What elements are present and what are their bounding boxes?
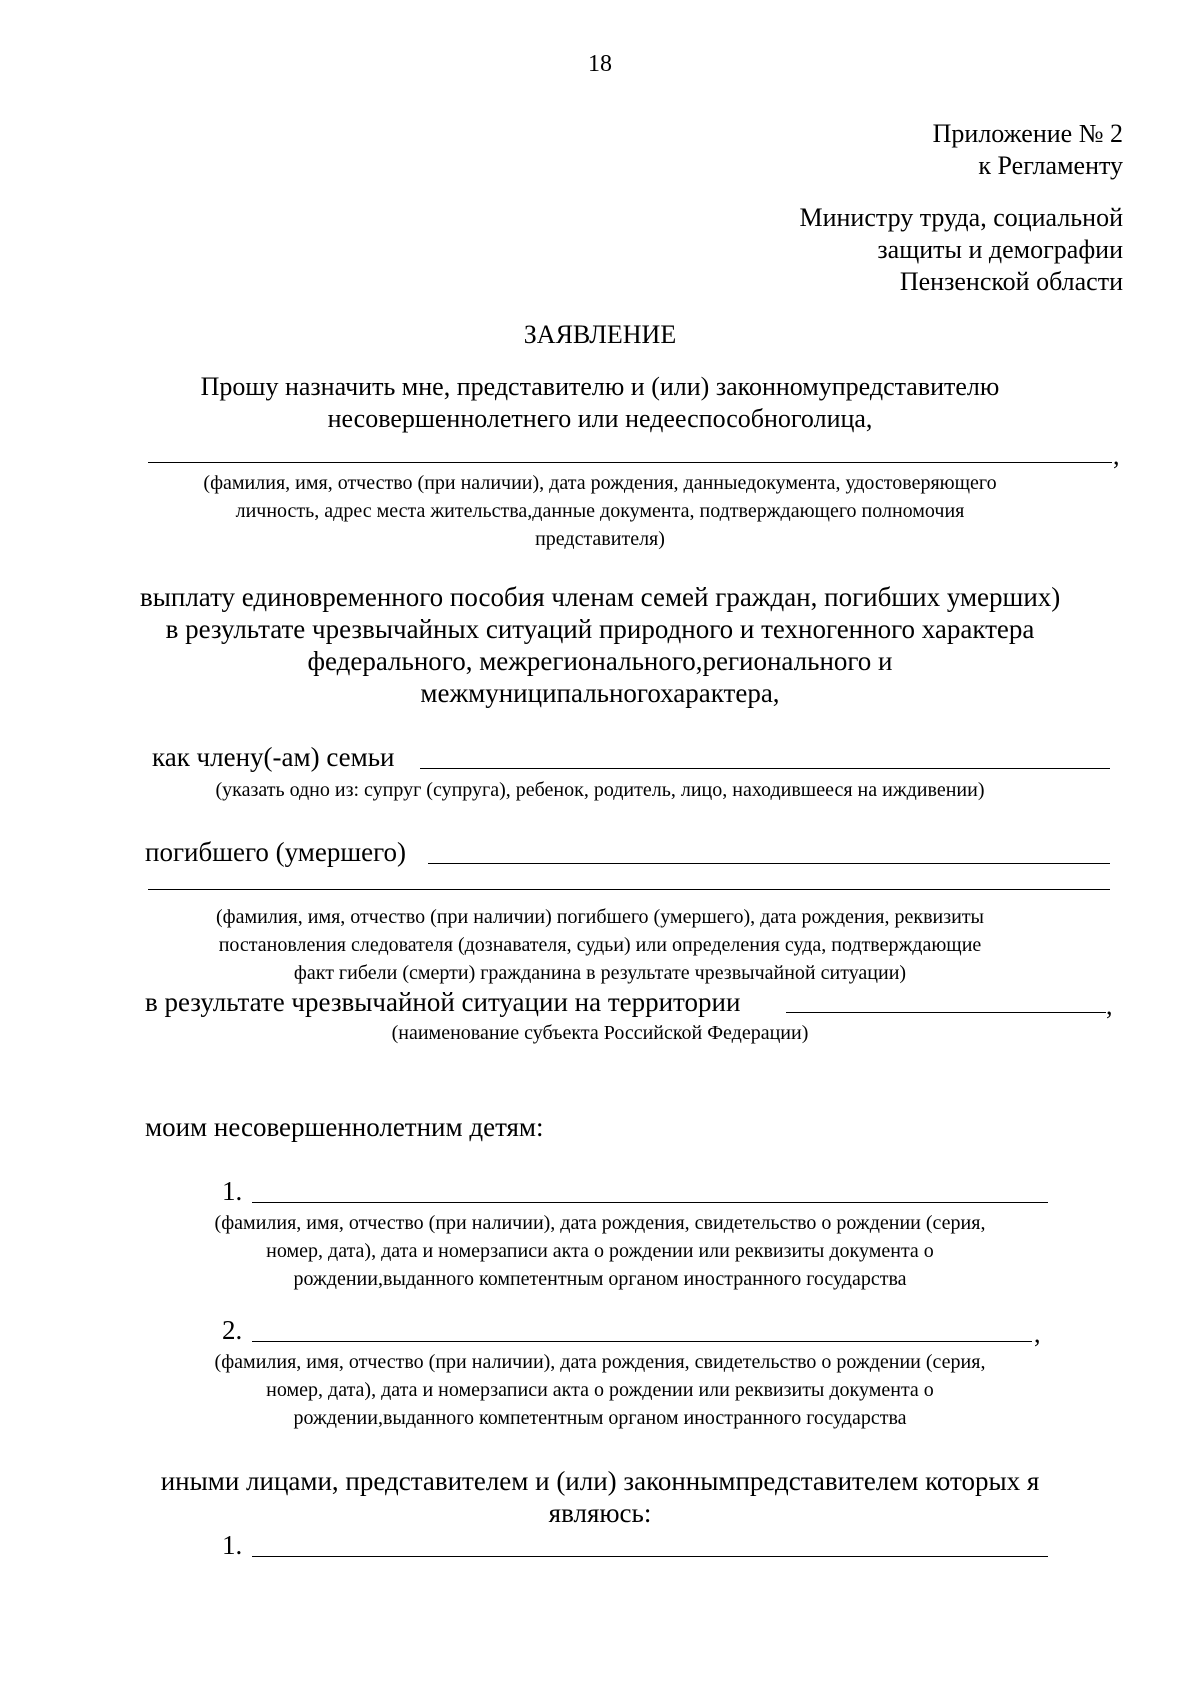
child-1-hint-line-1: (фамилия, имя, отчество (при наличии), дата рождения, свидетельство о рождении (серия,: [214, 1212, 986, 1234]
child-2-comma: ,: [1034, 1319, 1041, 1348]
request-line-1: Прошу назначить мне, представителю и (или) законномупредставителю: [200, 372, 1000, 401]
addressee-line-3: Пензенской области: [899, 267, 1123, 296]
territory-hint: (наименование субъекта Российской Федерации): [391, 1022, 809, 1044]
child-2-number: 2.: [222, 1315, 243, 1345]
deceased-field-continuation[interactable]: [148, 889, 1110, 890]
child-1-field[interactable]: [252, 1202, 1048, 1203]
payment-line-2: в результате чрезвычайных ситуаций природного и техногенного характера: [165, 614, 1035, 644]
deceased-hint-line-3: факт гибели (смерти) гражданина в результате чрезвычайной ситуации): [293, 962, 907, 984]
children-label: моим несовершеннолетним детям:: [145, 1112, 544, 1142]
deceased-field[interactable]: [428, 863, 1110, 864]
applicant-hint-line-2: личность, адрес места жительства,данные документа, подтверждающего полномочия: [235, 500, 965, 522]
addressee-line-2: защиты и демографии: [877, 235, 1123, 264]
family-member-hint: (указать одно из: супруг (супруга), ребенок, родитель, лицо, находившееся на иждивении): [215, 779, 985, 801]
child-1-hint-line-2: номер, дата), дата и номерзаписи акта о рождении или реквизиты документа о: [266, 1240, 934, 1262]
addressee-line-1: Министру труда, социальной: [799, 203, 1123, 232]
family-member-field[interactable]: [420, 768, 1110, 769]
child-2-hint-line-2: номер, дата), дата и номерзаписи акта о рождении или реквизиты документа о: [266, 1379, 934, 1401]
others-line-1: иными лицами, представителем и (или) законнымпредставителем которых я: [160, 1466, 1040, 1496]
payment-line-3: федерального, межрегионального,регионального и: [307, 646, 893, 676]
appendix-label: Приложение № 2: [932, 119, 1123, 148]
child-1-hint-line-3: рождении,выданного компетентным органом иностранного государства: [293, 1268, 907, 1290]
child-2-hint-line-3: рождении,выданного компетентным органом иностранного государства: [293, 1407, 907, 1429]
others-line-2: являюсь:: [548, 1498, 652, 1528]
applicant-hint-line-3: представителя): [535, 528, 665, 550]
document-title: ЗАЯВЛЕНИЕ: [523, 320, 677, 349]
child-1-number: 1.: [222, 1176, 243, 1206]
request-line-2: несовершеннолетнего или недееспособноголица,: [327, 404, 873, 433]
applicant-field-comma: ,: [1113, 441, 1120, 470]
territory-field[interactable]: [786, 1012, 1106, 1013]
payment-line-4: межмуниципальногохарактера,: [420, 678, 780, 708]
other-1-field[interactable]: [252, 1556, 1048, 1557]
page-number: 18: [588, 51, 612, 77]
child-2-hint-line-1: (фамилия, имя, отчество (при наличии), дата рождения, свидетельство о рождении (серия,: [214, 1351, 986, 1373]
applicant-hint-line-1: (фамилия, имя, отчество (при наличии), дата рождения, данныедокумента, удостоверяющего: [203, 472, 997, 494]
other-1-number: 1.: [222, 1530, 243, 1560]
deceased-hint-line-2: постановления следователя (дознавателя, судьи) или определения суда, подтверждающие: [218, 934, 982, 956]
applicant-field[interactable]: [148, 462, 1112, 463]
territory-comma: ,: [1106, 991, 1113, 1020]
payment-line-1: выплату единовременного пособия членам семей граждан, погибших умерших): [140, 582, 1061, 612]
family-member-label: как члену(-ам) семьи: [152, 742, 395, 772]
territory-label: в результате чрезвычайной ситуации на территории: [145, 987, 741, 1017]
child-2-field[interactable]: [252, 1341, 1032, 1342]
deceased-label: погибшего (умершего): [145, 837, 407, 867]
regulation-reference: к Регламенту: [978, 151, 1123, 180]
deceased-hint-line-1: (фамилия, имя, отчество (при наличии) погибшего (умершего), дата рождения, реквизиты: [216, 906, 984, 928]
